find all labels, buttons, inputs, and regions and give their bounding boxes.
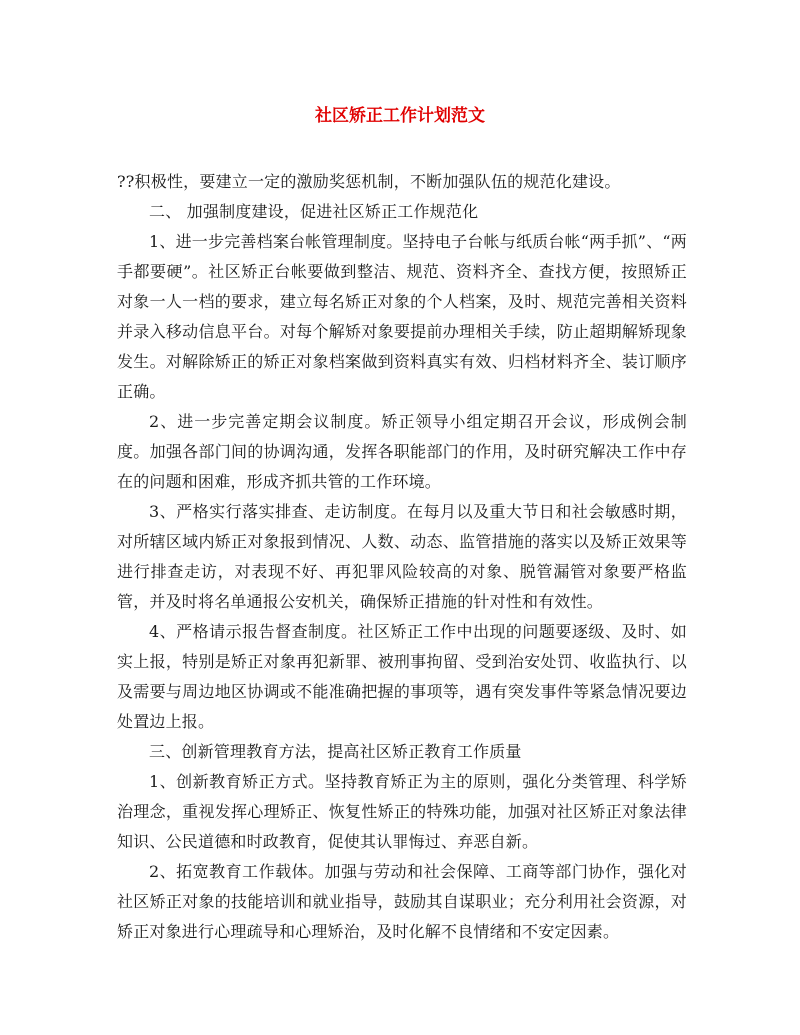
- paragraph-archive-management: 1、进一步完善档案台帐管理制度。坚持电子台帐与纸质台帐“两手抓”、“两手都要硬”。社区矫正台帐要做到整洁、规范、资料齐全、查找方便，按照矫正对象一人一档的要求，建立每名矫正对象的个人档案，及时、规范完善相关资料并录入移动信息平台。对每个解矫对象要提前办理相关手续，防止超期解矫现象发生。对解除矫正的矫正对象档案做到资料真实有效、归档材料齐全、装订顺序正确。: [117, 232, 687, 401]
- paragraph-continuation: ??积极性，要建立一定的激励奖惩机制，不断加强队伍的规范化建设。: [117, 172, 621, 191]
- document-title: 社区矫正工作计划范文: [315, 106, 485, 126]
- document-body: [117, 167, 687, 947]
- paragraph-education-methods: 1、创新教育矫正方式。坚持教育矫正为主的原则，强化分类管理、科学矫治理念，重视发挥心理矫正、恢复性矫正的特殊功能，加强对社区矫正对象法律知识、公民道德和时政教育，促使其认罪悔过、弃恶自新。: [117, 772, 687, 851]
- paragraph-meeting-system: 2、进一步完善定期会议制度。矫正领导小组定期召开会议，形成例会制度。加强各部门间的协调沟通，发挥各职能部门的作用，及时研究解决工作中存在的问题和困难，形成齐抓共管的工作环境。: [117, 412, 687, 491]
- section-heading-3: 三、创新管理教育方法，提高社区矫正教育工作质量: [149, 742, 522, 761]
- paragraph-education-carriers: 2、拓宽教育工作载体。加强与劳动和社会保障、工商等部门协作，强化对社区矫正对象的技能培训和就业指导，鼓励其自谋职业；充分利用社会资源，对矫正对象进行心理疏导和心理矫治，及时化解不良情绪和不安定因素。: [117, 862, 687, 941]
- paragraph-reporting-system: 4、严格请示报告督查制度。社区矫正工作中出现的问题要逐级、及时、如实上报，特别是矫正对象再犯新罪、被刑事拘留、受到治安处罚、收监执行、以及需要与周边地区协调或不能准确把握的事项等，遇有突发事件等紧急情况要边处置边上报。: [117, 622, 687, 731]
- paragraph-inspection-visits: 3、严格实行落实排查、走访制度。在每月以及重大节日和社会敏感时期，对所辖区域内矫正对象报到情况、人数、动态、监管措施的落实以及矫正效果等进行排查走访，对表现不好、再犯罪风险较高的对象、脱管漏管对象要严格监管，并及时将名单通报公安机关，确保矫正措施的针对性和有效性。: [117, 502, 687, 611]
- section-heading-2: 二、 加强制度建设，促进社区矫正工作规范化: [149, 202, 479, 221]
